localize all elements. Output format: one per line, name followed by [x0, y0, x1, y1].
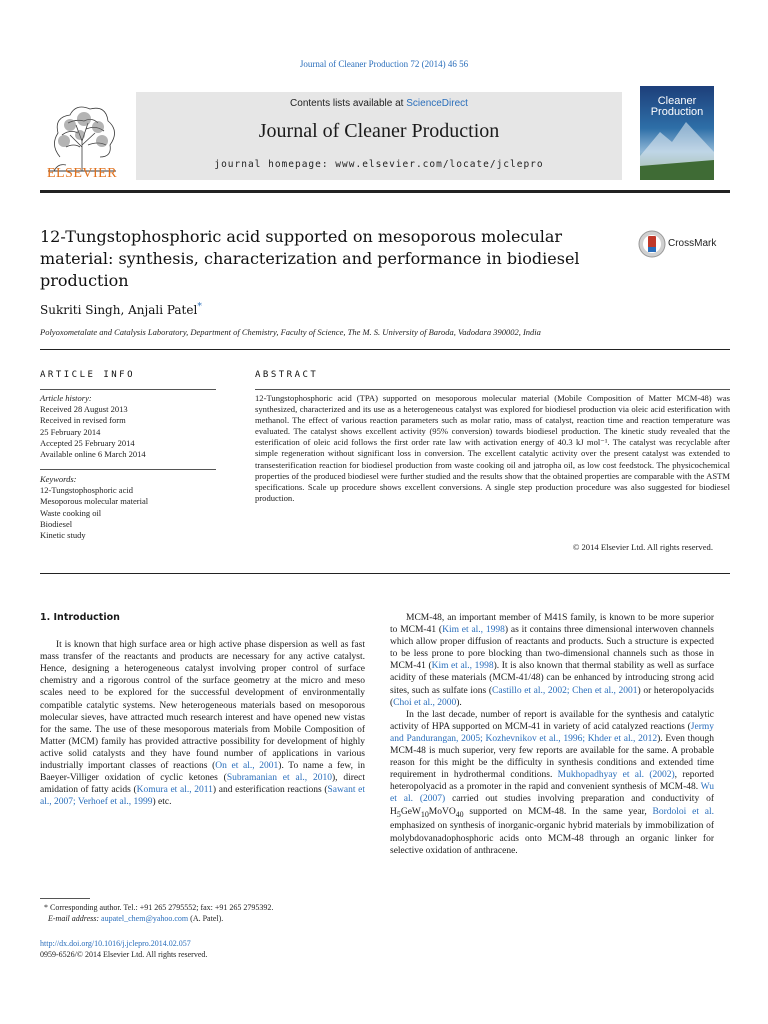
body-right-column [390, 612, 714, 857]
citation-link[interactable]: Castillo et al., 2002; Chen et al., 2001 [492, 685, 638, 696]
citation-link[interactable]: On et al., 2001 [215, 761, 279, 772]
history-item: Received in revised form [40, 415, 126, 426]
journal-cover-image [640, 86, 714, 180]
text-run: supported on MCM-48. In the same year, [463, 806, 653, 817]
footnote-line [40, 903, 365, 914]
intro-paragraph-3 [390, 709, 714, 857]
abstract-copyright: © 2014 Elsevier Ltd. All rights reserved. [572, 542, 713, 552]
crossmark-badge[interactable] [638, 230, 728, 260]
cover-mountain-icon [640, 86, 714, 180]
keyword-item: Biodiesel [40, 518, 73, 529]
keyword-item: 12-Tungstophosphoric acid [40, 485, 133, 496]
text-run: ) etc. [152, 797, 172, 808]
text-run: In the last decade, number of report is available for the synthesis and catalytic activity of HPA supported on MCM-41 in variety of acid catalyzed reactions ( [390, 709, 714, 732]
journal-homepage[interactable]: journal homepage: www.elsevier.com/locate/jclepro [214, 159, 544, 170]
issn-line: 0959-6526/© 2014 Elsevier Ltd. All rights reserved. [40, 950, 208, 959]
subscript: 5 [396, 809, 401, 819]
text-run: GeW [400, 806, 421, 817]
corresponding-author-mark[interactable]: * [197, 302, 202, 312]
author-list [40, 302, 202, 317]
text-run: ), direct amidation of fatty acids ( [40, 773, 366, 796]
history-item: Received 28 August 2013 [40, 404, 128, 415]
sciencedirect-link[interactable]: ScienceDirect [406, 98, 468, 109]
subscript: 10 [420, 809, 429, 819]
title-rule [40, 349, 730, 350]
history-item: Accepted 25 February 2014 [40, 437, 135, 448]
text-run: ). It is also known that thermal stability as well as surface acidity of these materials (MCM-41/48) can be enhanced by introducing strong acid sites, such as sulfate ions ( [390, 661, 714, 696]
citation-link[interactable]: Komura et al., 2011 [136, 785, 213, 796]
citation-link[interactable]: Kim et al., 1998 [431, 661, 494, 672]
abstract-bottom-rule [40, 573, 730, 574]
cover-title-line-2: Production [650, 106, 704, 118]
intro-paragraph-2 [390, 612, 714, 709]
abstract-rule [255, 389, 730, 390]
text-run: ). Even though MCM-48 is much superior, very few reports are available for the same. A probable reason for this might be the difficulty in synthesis conditions and extended time requirement in hydrothermal conditions. [390, 733, 714, 781]
text-run: emphasized on synthesis of inorganic-organic hybrid materials by immobilization of molybdovanadophosphoric acids onto MCM-48 through an organic linker for selective oxidation of anthracene. [390, 821, 714, 856]
keywords-rule [40, 469, 216, 470]
masthead [40, 86, 730, 182]
keyword-item: Kinetic study [40, 530, 86, 541]
citation-link[interactable]: Wu et al. (2007) [390, 782, 714, 805]
affiliation: Polyoxometalate and Catalysis Laboratory, Department of Chemistry, Faculty of Science, The M. S. University of Baroda, Vadodara 390002, India [40, 327, 541, 337]
history-item: Available online 6 March 2014 [40, 449, 146, 460]
citation-link[interactable]: Subramanian et al., 2010 [226, 773, 332, 784]
text-run: ) or heteropolyacids ( [390, 685, 714, 708]
abstract-heading: ABSTRACT [255, 370, 319, 380]
email-suffix: (A. Patel). [190, 913, 224, 923]
corresponding-author-footnote [40, 903, 365, 924]
authors-text: Sukriti Singh, Anjali Patel [40, 303, 198, 317]
journal-banner [136, 92, 622, 180]
keywords-label: Keywords: [40, 474, 77, 484]
keywords [40, 474, 216, 541]
text-run: MCM-48, an important member of M41S family, is known to be more superior to MCM-41 ( [390, 613, 714, 636]
footnote-rule [40, 898, 90, 899]
text-run: ) as it contains three dimensional interwoven channels which allow proper diffusion of reactants and products. Such a structure is expected to be less prone to pore blocking than two-dimensional channels such as those in MCM-41 ( [390, 625, 714, 672]
footnote-mark: * [44, 903, 48, 912]
keyword-item: Mesoporous molecular material [40, 496, 149, 507]
citation-link[interactable]: Bordoloi et al. [652, 806, 714, 817]
text-run: , reported heteropolyacid as a promoter in the rapid and convenient synthesis of MCM-48. [390, 770, 714, 793]
text-run: MoVO [428, 806, 456, 817]
citation-link[interactable]: Mukhopadhyay et al. (2002) [557, 770, 675, 781]
keyword-item: Waste cooking oil [40, 507, 102, 518]
citation-link[interactable]: Sawant et al., 2007; Verhoef et al., 1999 [40, 785, 366, 808]
doi-link[interactable]: http://dx.doi.org/10.1016/j.jclepro.2014.02.057 [40, 939, 191, 948]
paper-title: 12-Tungstophosphoric acid supported on mesoporous molecular material: synthesis, characterization and performance in biodiesel production [40, 227, 580, 290]
text-run: ) and esterification reactions ( [212, 785, 328, 796]
doi-block [40, 938, 207, 960]
article-info-rule [40, 389, 216, 390]
masthead-rule [40, 190, 730, 193]
email-link[interactable]: aupatel_chem@yahoo.com [101, 913, 189, 923]
journal-title: Journal of Cleaner Production [258, 120, 500, 142]
history-item: 25 February 2014 [40, 426, 101, 437]
text-run: It is known that high surface area or high active phase dispersion as well as fast mass transfer of the reactants and products are necessary for any active catalyst. Hence, designing a heterogeneous catalyst involving proper control of surface chemistry and a rigorous control of the surface geometry at the micro and meso scales need to be explored for the successful development of environmentally compatible catalytic systems. New heterogeneous materials based on mesoporous molecular sieves, have attracted much research interest and have opened new vistas for the same. The use of these mesoporous materials from Mobile Composition of Matter (MCM) family has provided attractive possibility for development of highly active solid catalysts and they have found number of applications in various industrially important classes of reactions ( [40, 640, 365, 772]
contents-prefix: Contents lists available at [290, 98, 404, 109]
crossmark-icon [638, 230, 666, 258]
footnote-line [40, 914, 365, 925]
email-label: E-mail address: [48, 913, 100, 923]
section-heading: 1. Introduction [40, 612, 120, 623]
subscript: 40 [455, 809, 464, 819]
article-info-heading: ARTICLE INFO [40, 370, 136, 380]
footnote-text: Corresponding author. Tel.: +91 265 2795552; fax: +91 265 2795392. [50, 903, 274, 912]
crossmark-label: CrossMark [668, 238, 717, 249]
history-label: Article history: [40, 393, 92, 403]
citation-link[interactable]: Kim et al., 1998 [442, 625, 505, 636]
contents-line [136, 98, 622, 109]
text-run: ). To name a few, in Baeyer-Villiger oxidation of cyclic ketones ( [40, 761, 365, 784]
citation-link[interactable]: Jermy and Pandurangan, 2005; Kozhevnikov et al., 1996; Khder et al., 2012 [390, 721, 714, 744]
abstract-text: 12-Tungstophosphoric acid (TPA) supported on mesoporous molecular material (Mobile Composition of Matter MCM-48) was synthesized, characterized and its use as a heterogeneous catalyst was explored for biodiesel production via oleic acid esterification with methanol. The effect of various reaction parameters such as molar ratio, mass of catalyst, reaction time and reaction temperature was evaluated. The catalyst shows excellent activity (95% conversion) towards biodiesel production. The kinetic study revealed that the esterification of oleic acid follows the first order rate law with activation energy of 40.3 kJ mol⁻¹. The catalyst was recyclable after simple regeneration without significant loss in conversion. The excellent catalytic activity over the present catalyst was extended to transesterification reaction for biodiesel production from waste cooking oil and jatropha oil, as low cost feedstock. The physicochemical properties of the produced biodiesel were further studied and the results show that the obtained properties are comparable with the ASTM specifications. Scale up procedure shows excellent conversions. A single step production procedure was also suggested for biodiesel production. [255, 393, 730, 503]
elsevier-wordmark: ELSEVIER [46, 166, 118, 181]
article-history [40, 393, 216, 460]
text-run: ). [456, 697, 462, 708]
body-left-column [40, 612, 365, 808]
journal-citation[interactable]: Journal of Cleaner Production 72 (2014) 46 56 [299, 59, 469, 69]
intro-paragraph-1 [40, 639, 365, 808]
text-run: carried out studies involving preparation and conductivity of H [390, 794, 714, 817]
citation-link[interactable]: Choi et al., 2000 [393, 697, 457, 708]
cover-title-line-1: Cleaner [657, 95, 697, 107]
